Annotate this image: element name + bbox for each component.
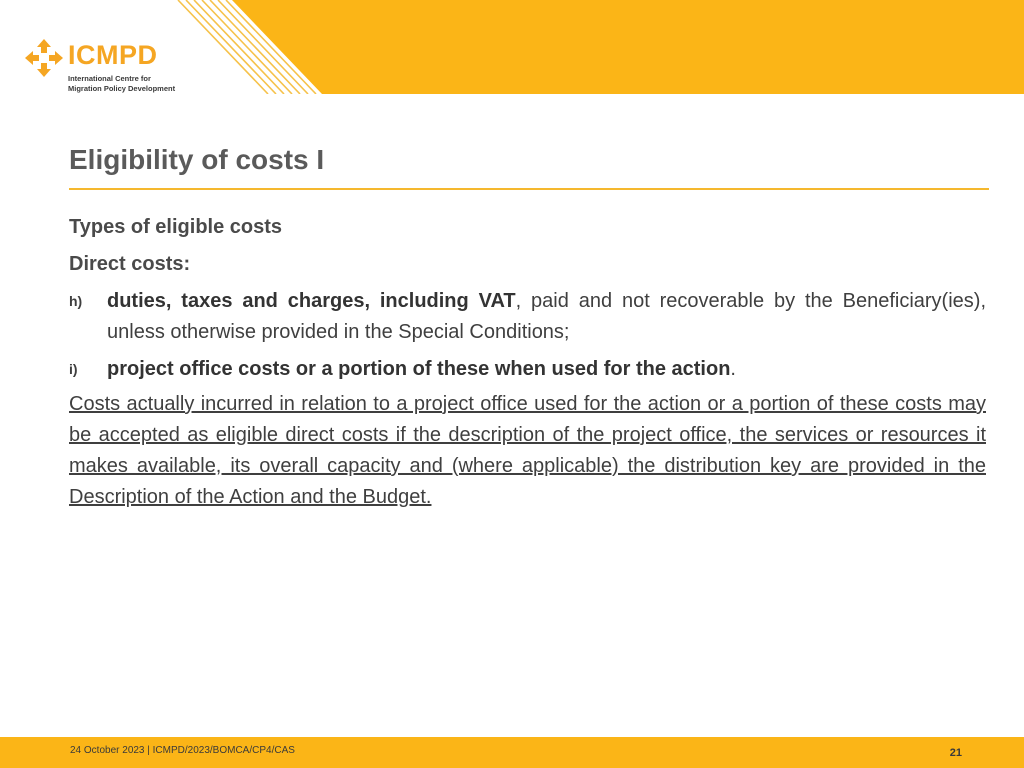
logo-subtitle: International Centre for Migration Policy Development [68,74,176,93]
list-item-bold: project office costs or a portion of these when used for the action [107,358,731,380]
page-number: 21 [949,747,962,759]
list-marker: i) [69,361,78,377]
list-item-bold: duties, taxes and charges, including VAT [107,290,516,312]
logo-wordmark: ICMPD [68,40,158,70]
project-office-note: Costs actually incurred in relation to a project office used for the action or a portion of these costs may be accepted as eligible direct costs if the description of the project office, the services or resources it makes available, its overall capacity and (where applicable) the distribution key are provided in the Description of the Action and the Budget. [69,393,986,508]
list-item [69,354,986,385]
icmpd-logo [24,38,204,98]
footer-bar [0,737,1024,768]
footer-reference: 24 October 2023 | ICMPD/2023/BOMCA/CP4/CAS [70,745,295,756]
list-item-text: , paid and not recoverable by the Beneficiary(ies), unless otherwise provided in the Special Conditions; [107,290,986,343]
list-item-text: . [730,358,736,380]
slide-title: Eligibility of costs I [69,144,325,175]
slide-body [69,212,986,513]
icmpd-arrows-logo-icon [24,38,64,78]
subheading: Direct costs: [69,253,191,275]
section-heading: Types of eligible costs [69,216,283,238]
title-divider [69,188,989,190]
list-item [69,286,986,348]
list-marker: h) [69,293,83,309]
